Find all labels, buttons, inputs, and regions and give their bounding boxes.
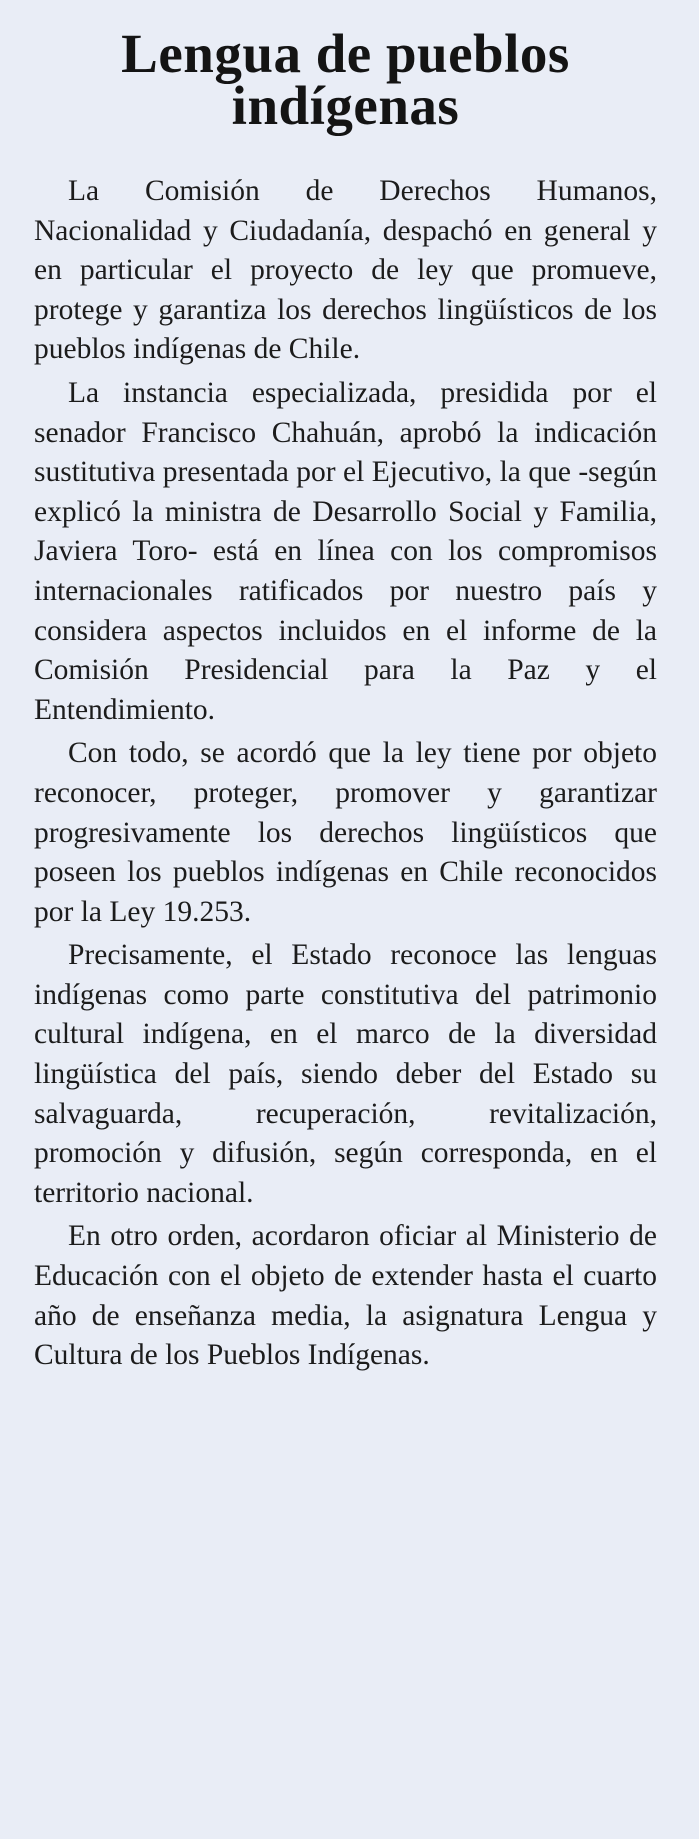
paragraph-1: La Comisión de Derechos Humanos, Nacionalidad y Ciudadanía, despachó en general y en particular el proyecto de ley que promueve, protege y garantiza los derechos lingüísticos de los pueblos indígenas de Chile. — [34, 175, 657, 366]
article-body — [34, 172, 657, 1376]
article-title: Lengua de pueblos indígenas — [121, 23, 570, 136]
paragraph-4: Precisamente, el Estado reconoce las lenguas indígenas como parte constitutiva del patrimonio cultural indígena, en el marco de la diversidad lingüística del país, siendo deber del Estado su salvaguarda, recuperación, revitalización, promoción y difusión, según corresponda, en el territorio nacional. — [34, 939, 657, 1209]
paragraph-5: En otro orden, acordaron oficiar al Ministerio de Educación con el objeto de extender hasta el cuarto año de enseñanza media, la asignatura Lengua y Cultura de los Pueblos Indígenas. — [34, 1220, 657, 1372]
paragraph-2: La instancia especializada, presidida por el senador Francisco Chahuán, aprobó la indicación sustitutiva presentada por el Ejecutivo, la que -según explicó la ministra de Desarrollo Social y Familia, Javiera Toro- está en línea con los compromisos internacionales ratificados por nuestro país y considera aspectos incluidos en el informe de la Comisión Presidencial para la Paz y el Entendimiento. — [34, 376, 657, 726]
paragraph-3: Con todo, se acordó que la ley tiene por objeto reconocer, proteger, promover y garantizar progresivamente los derechos lingüísticos que poseen los pueblos indígenas en Chile reconocidos por la Ley 19.253. — [34, 737, 657, 928]
